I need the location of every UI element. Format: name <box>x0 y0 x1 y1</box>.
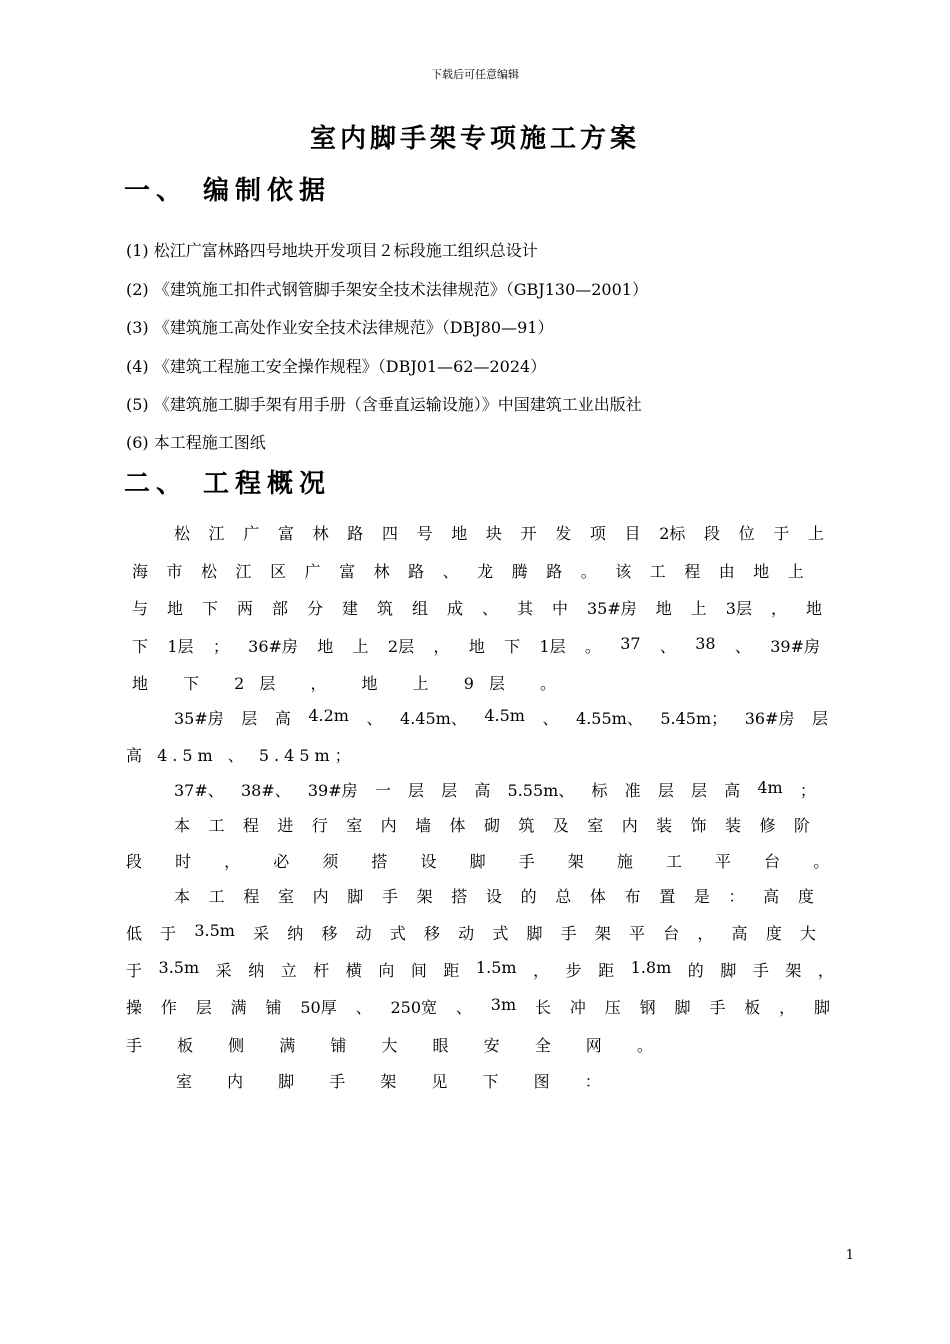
document-title: 室内脚手架专项施工方案 <box>309 124 640 154</box>
overview-line: 35#房 层 高 4.2m 、 4.45m、 4.5m 、 4.55m、 5.45m； 36#房 层 <box>174 706 828 728</box>
page-number: 1 <box>845 1248 854 1263</box>
reference-item: (6) 本工程施工图纸 <box>126 433 266 452</box>
overview-line: 段 时 ， 必 须 搭 设 脚 手 架 施 工 平 台 。 <box>126 852 844 871</box>
overview-line: 松 江 广 富 林 路 四 号 地 块 开 发 项 目 2标 段 位 于 上 <box>174 524 824 543</box>
overview-line: 海 市 松 江 区 广 富 林 路 、 龙 腾 路 。 该 工 程 由 地 上 <box>132 562 804 581</box>
section-heading-overview: 二、 工程概况 <box>124 469 332 499</box>
overview-line: 地 下 2层 ， 地 上 9层 。 <box>132 674 571 693</box>
reference-item: (3) 《建筑施工高处作业安全技术法律规范》（DBJ80—91） <box>126 318 554 337</box>
overview-line: 高 4.5m 、 5.45m； <box>126 746 356 765</box>
section-heading-basis: 一、 编制依据 <box>124 176 332 206</box>
reference-item: (1) 松江广富林路四号地块开发项目２标段施工组织总设计 <box>126 241 538 260</box>
overview-line: 与 地 下 两 部 分 建 筑 组 成 、 其 中 35#房 地 上 3层 ， 地 <box>132 599 822 618</box>
overview-line: 下 1层 ； 36#房 地 上 2层 ， 地 下 1层 。 37 、 38 、 39#房 <box>132 634 820 656</box>
reference-item: (5) 《建筑施工脚手架有用手册（含垂直运输设施）》中国建筑工业出版社 <box>126 395 642 414</box>
overview-line: 室 内 脚 手 架 见 下 图 ： <box>176 1072 616 1091</box>
overview-line: 本 工 程 进 行 室 内 墙 体 砌 筑 及 室 内 装 饰 装 修 阶 <box>174 816 810 835</box>
overview-line: 低 于 3.5m 采 纳 移 动 式 移 动 式 脚 手 架 平 台 ， 高 度 大 <box>126 921 816 943</box>
overview-line: 操 作 层 满 铺 50厚 、 250宽 、 3m 长 冲 压 钢 脚 手 板 ， 脚 <box>126 995 830 1017</box>
reference-item: (2) 《建筑施工扣件式钢管脚手架安全技术法律规范》（GBJ130—2001） <box>126 280 648 299</box>
overview-line: 本 工 程 室 内 脚 手 架 搭 设 的 总 体 布 置 是 ： 高 度 <box>174 887 814 906</box>
overview-line: 手 板 侧 满 铺 大 眼 安 全 网 。 <box>126 1036 668 1055</box>
reference-item: (4) 《建筑工程施工安全操作规程》（DBJ01—62—2024） <box>126 357 547 376</box>
overview-line: 于 3.5m 采 纳 立 杆 横 向 间 距 1.5m ， 步 距 1.8m 的 脚 手 架 ， <box>126 958 834 980</box>
page-header: 下载后可任意编辑 <box>431 68 519 81</box>
overview-line: 37#、 38#、 39#房 一 层 层 高 5.55m、 标 准 层 层 高 4m ； <box>174 778 816 800</box>
